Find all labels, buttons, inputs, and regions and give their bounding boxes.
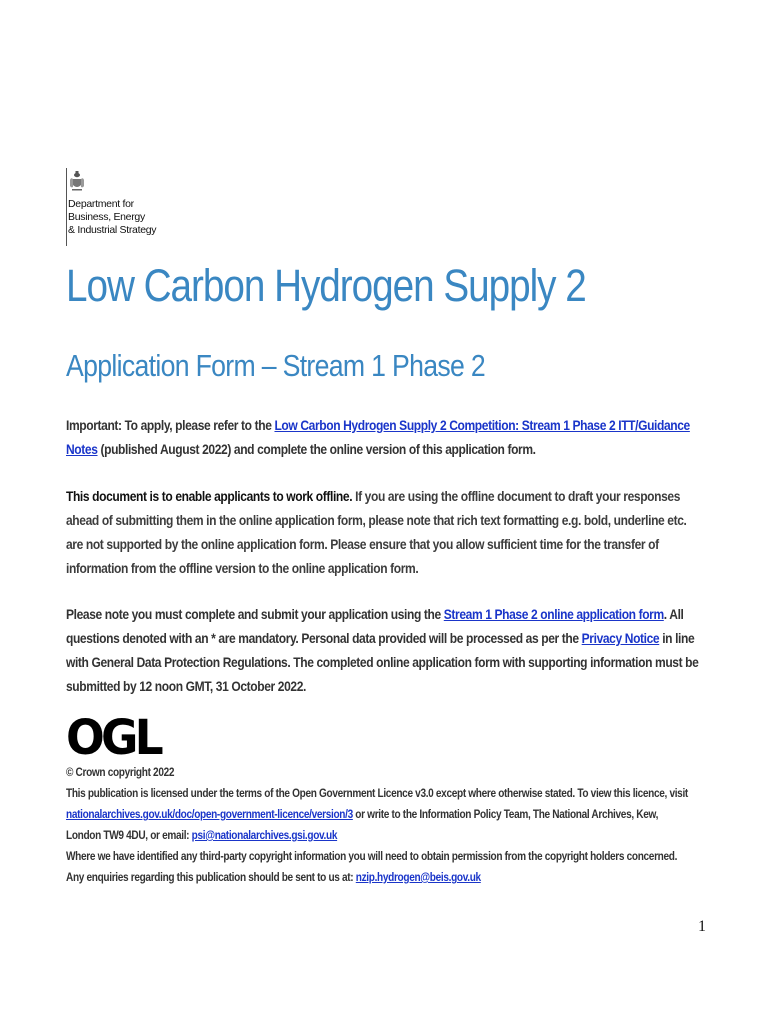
page-subtitle: Application Form – Stream 1 Phase 2 <box>66 348 485 383</box>
text: Please note you must complete and submit your application using the <box>66 606 444 622</box>
bold-text: This document is to enable applicants to work offline. <box>66 488 353 504</box>
logo-text <box>68 198 156 237</box>
third-party-line: Where we have identified any third-party copyright information you will need to obtain permission from the copyright holders concerned. <box>66 849 678 863</box>
text: If you are using the offline document to draft your responses ahead of submitting them in the online application form, please note that rich text formatting e.g. bold, underline etc. are not supported by the online application form. Please ensure that you allow sufficient time for the transfer of information from the offline version to the online application form. <box>66 488 687 576</box>
licence-line-2 <box>66 804 704 825</box>
licence-line: This publication is licensed under the terms of the Open Government Licence v3.0 except where otherwise stated. To view this licence, visit <box>66 786 688 800</box>
enquiries-email-link[interactable]: nzip.hydrogen@beis.gov.uk <box>355 870 481 884</box>
beis-logo <box>66 168 157 246</box>
page-number: 1 <box>698 918 706 935</box>
online-application-form-link[interactable]: Stream 1 Phase 2 online application form <box>443 606 664 622</box>
logo-line: Department for <box>68 198 134 210</box>
licence-link[interactable]: nationalarchives.gov.uk/doc/open-government-licence/version/3 <box>66 807 353 821</box>
text: (published August 2022) and complete the online version of this application form. <box>97 441 536 457</box>
important-paragraph <box>66 413 702 461</box>
ogl-logo: OGL <box>66 710 160 766</box>
text: in line with General Data Protection Regulations. The completed online application form with supporting information must be submitted by 12 noon GMT, 31 October 2022. <box>66 630 699 694</box>
privacy-notice-link[interactable]: Privacy Notice <box>581 630 660 646</box>
guidance-notes-link[interactable]: Low Carbon Hydrogen Supply 2 Competition: Stream 1 Phase 2 ITT/Guidance Notes <box>66 417 690 457</box>
submission-paragraph <box>66 602 702 698</box>
logo-line: Business, Energy <box>68 211 145 223</box>
offline-paragraph <box>66 484 702 580</box>
psi-email-link[interactable]: psi@nationalarchives.gsi.gov.uk <box>191 828 338 842</box>
text: London TW9 4DU, or email: <box>66 828 192 842</box>
copyright-line: © Crown copyright 2022 <box>66 765 175 779</box>
copyright-block <box>66 762 704 888</box>
text: . All questions denoted with an * are mandatory. Personal data provided will be processed as per the <box>66 606 684 646</box>
logo-divider <box>66 168 67 246</box>
enquiries-line <box>66 867 704 888</box>
address-line <box>66 825 704 846</box>
royal-crest-icon <box>69 170 85 192</box>
text: Any enquiries regarding this publication should be sent to us at: <box>66 870 356 884</box>
text: or write to the Information Policy Team, The National Archives, Kew, <box>352 807 659 821</box>
text: Important: To apply, please refer to the <box>66 417 275 433</box>
logo-line: & Industrial Strategy <box>68 224 157 236</box>
page-title: Low Carbon Hydrogen Supply 2 <box>66 260 586 311</box>
